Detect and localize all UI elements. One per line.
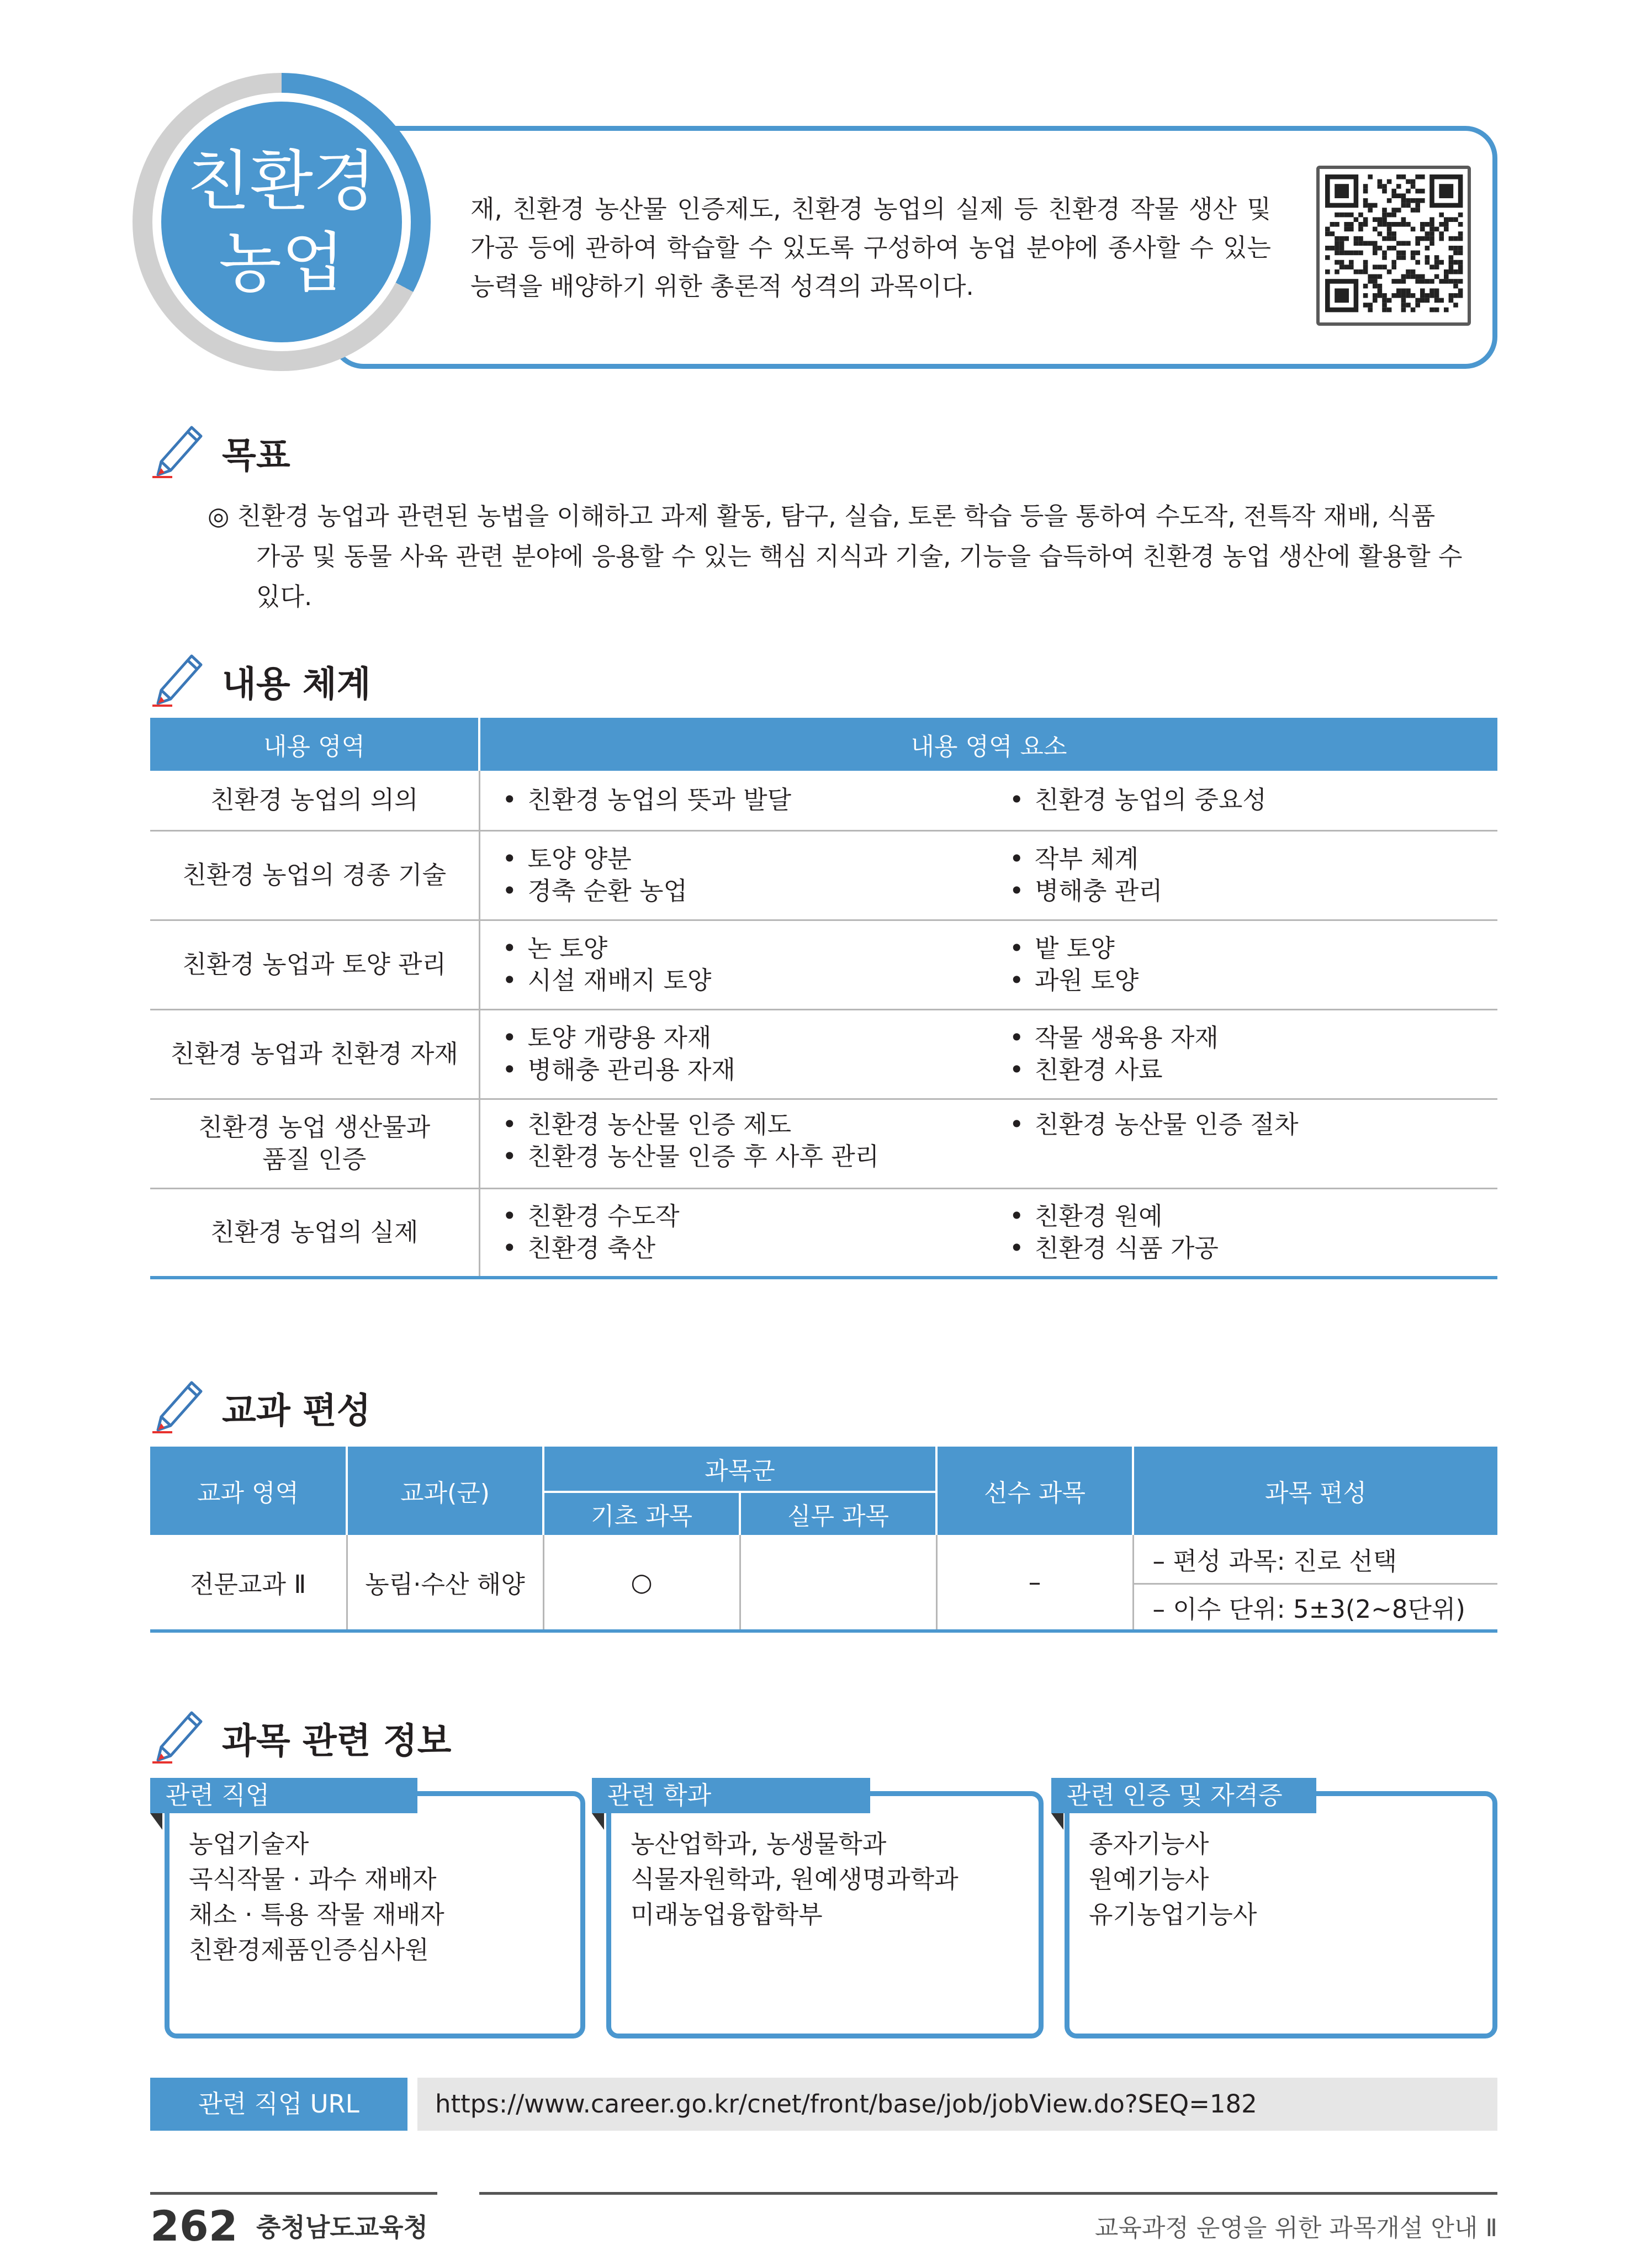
- list-item: • 과원 토양: [1009, 965, 1497, 997]
- cell-area: [150, 830, 479, 920]
- footer-guide-title: 교육과정 운영을 위한 과목개설 안내 Ⅱ: [1094, 2214, 1497, 2242]
- section-title-curriculum: 교과 편성: [222, 1391, 371, 1432]
- list-item: 원예기능사: [1089, 1865, 1209, 1894]
- page-number: 262: [150, 2201, 238, 2251]
- list-item: • 병해충 관리용 자재: [502, 1054, 987, 1086]
- list-item: • 친환경 농산물 인증 후 사후 관리: [502, 1141, 987, 1173]
- area-text: 친환경 농업과 친환경 자재: [170, 1039, 458, 1068]
- list-item: • 친환경 사료: [1009, 1054, 1497, 1086]
- table-row: [150, 771, 1497, 830]
- pencil-icon: [150, 417, 205, 478]
- col-header-format: 과목 편성: [1133, 1447, 1497, 1535]
- section-title-content: 내용 체계: [222, 664, 371, 705]
- cell-subject: 농림·수산 해양: [347, 1535, 543, 1631]
- cell-practical: [740, 1535, 936, 1631]
- col-header-subject: 교과(군): [347, 1447, 543, 1535]
- area-text: 친환경 농업의 경종 기술: [182, 860, 447, 889]
- goal-line2: 가공 및 동물 사육 관련 분야에 응용할 수 있는 핵심 지식과 기술, 기능을 습득하여 친환경 농업 생산에 활용할 수 있다.: [256, 542, 1463, 611]
- list-item: • 친환경 수도작: [502, 1200, 987, 1232]
- col-header-area: 교과 영역: [150, 1447, 347, 1535]
- list-item: • 친환경 농업의 뜻과 발달: [502, 784, 987, 816]
- footer-divider: [479, 2192, 1497, 2195]
- col-header-area: 내용 영역: [150, 718, 479, 771]
- footer-divider: [150, 2192, 437, 2195]
- list-item: 채소 · 특용 작물 재배자: [189, 1900, 444, 1929]
- job-url-link[interactable]: https://www.career.go.kr/cnet/front/base/job/jobView.do?SEQ=182: [417, 2078, 1497, 2131]
- list-item: • 작부 체계: [1009, 843, 1497, 875]
- list-item: • 친환경 농산물 인증 절차: [1009, 1109, 1497, 1141]
- cell-elements-right: [987, 830, 1497, 920]
- list-item: • 경축 순환 농업: [502, 875, 987, 907]
- subject-title-line2: 농업: [219, 225, 345, 301]
- list-item: • 병해충 관리: [1009, 875, 1497, 907]
- cell-elements-left: [479, 830, 987, 920]
- list-item: • 논 토양: [502, 933, 987, 965]
- list-item: 친환경제품인증심사원: [189, 1935, 429, 1965]
- area-text: 친환경 농업의 실제: [210, 1217, 419, 1247]
- pencil-icon: [150, 1373, 205, 1433]
- list-item: 유기농업기능사: [1089, 1900, 1257, 1929]
- tab-fold: [150, 1813, 162, 1830]
- list-item: • 작물 생육용 자재: [1009, 1022, 1497, 1054]
- cell-prereq: –: [936, 1535, 1133, 1631]
- section-title-info: 과목 관련 정보: [222, 1721, 452, 1762]
- pencil-icon: [150, 1703, 205, 1764]
- table-row: [150, 830, 1497, 920]
- section-info-heading: [150, 1703, 452, 1764]
- area-text: 친환경 농업과 토양 관리: [182, 950, 447, 979]
- subject-badge: [161, 102, 402, 342]
- related-depts-list: [631, 1826, 959, 1932]
- cell-elements-left: [479, 771, 987, 830]
- list-item: • 친환경 식품 가공: [1009, 1232, 1497, 1264]
- cell-elements-right: [987, 1009, 1497, 1099]
- tab-fold: [592, 1813, 604, 1830]
- cell-format-1: – 편성 과목: 진로 선택: [1133, 1535, 1497, 1584]
- list-item: 종자기능사: [1089, 1829, 1209, 1858]
- col-header-group: 과목군: [543, 1447, 936, 1492]
- list-item: 농산업학과, 농생물학과: [631, 1829, 887, 1858]
- cell-elements-left: [479, 1188, 987, 1278]
- tab-fold: [1051, 1813, 1063, 1830]
- section-content-heading: [150, 646, 371, 707]
- list-item: • 토양 개량용 자재: [502, 1022, 987, 1054]
- cell-format-2: – 이수 단위: 5±3(2~8단위): [1152, 1594, 1465, 1624]
- area-text: 친환경 농업의 의의: [210, 785, 419, 815]
- cell-elements-right: [987, 1099, 1497, 1188]
- list-item: 식물자원학과, 원예생명과학과: [631, 1865, 959, 1894]
- footer-org: 충청남도교육청: [256, 2212, 428, 2242]
- related-jobs-list: [189, 1826, 444, 1968]
- qr-code-icon[interactable]: [1316, 166, 1471, 326]
- list-item: • 친환경 원예: [1009, 1200, 1497, 1232]
- list-item: 농업기술자: [189, 1829, 309, 1858]
- list-item: • 밭 토양: [1009, 933, 1497, 965]
- list-item: • 시설 재배지 토양: [502, 965, 987, 997]
- cell-area: [150, 1099, 479, 1188]
- subject-description: 재, 친환경 농산물 인증제도, 친환경 농업의 실제 등 친환경 작물 생산 및 가공 등에 관하여 학습할 수 있도록 구성하여 농업 분야에 종사할 수 있는 능력을 배양하기 위한 총론적 성격의 과목이다.: [470, 194, 1271, 301]
- col-header-prereq: 선수 과목: [936, 1447, 1133, 1535]
- area-text: 친환경 농업 생산물과: [198, 1113, 431, 1142]
- content-table: [150, 718, 1497, 1279]
- table-row: [150, 1009, 1497, 1099]
- related-jobs-label: 관련 직업: [150, 1778, 417, 1813]
- goal-line1: ◎ 친환경 농업과 관련된 농법을 이해하고 과제 활동, 탐구, 실습, 토론 학습 등을 통하여 수도작, 전특작 재배, 식품: [208, 501, 1436, 531]
- cell-elements-right: [987, 920, 1497, 1009]
- cell-elements-left: [479, 1009, 987, 1099]
- related-depts-label: 관련 학과: [592, 1778, 870, 1813]
- goal-text: [208, 496, 1472, 617]
- related-certs-label: 관련 인증 및 자격증: [1051, 1778, 1316, 1813]
- cell-area: [150, 1009, 479, 1099]
- list-item: • 친환경 농산물 인증 제도: [502, 1109, 987, 1141]
- list-item: • 토양 양분: [502, 843, 987, 875]
- curriculum-table: [150, 1447, 1497, 1633]
- cell-elements-left: [479, 1099, 987, 1188]
- cell-elements-right: [987, 1188, 1497, 1278]
- cell-area: [150, 920, 479, 1009]
- cell-area: [150, 771, 479, 830]
- subject-title-line1: 친환경: [187, 143, 376, 219]
- col-header-basic: 기초 과목: [543, 1492, 740, 1535]
- list-item: 미래농업융합학부: [631, 1900, 823, 1929]
- area-text: 품질 인증: [262, 1145, 367, 1174]
- cell-basic: ○: [543, 1535, 740, 1631]
- col-header-elements: 내용 영역 요소: [479, 718, 1497, 771]
- cell-area: [150, 1188, 479, 1278]
- list-item: • 친환경 축산: [502, 1232, 987, 1264]
- list-item: 곡식작물 · 과수 재배자: [189, 1865, 437, 1894]
- col-header-practical: 실무 과목: [740, 1492, 936, 1535]
- cell-elements-right: [987, 771, 1497, 830]
- list-item: • 친환경 농업의 중요성: [1009, 784, 1497, 816]
- cell-elements-left: [479, 920, 987, 1009]
- job-url-label: 관련 직업 URL: [150, 2078, 407, 2131]
- pencil-icon: [150, 646, 205, 707]
- section-curriculum-heading: [150, 1373, 371, 1433]
- table-row: [150, 1099, 1497, 1188]
- table-row: [150, 920, 1497, 1009]
- section-title-goal: 목표: [222, 436, 290, 476]
- cell-area: 전문교과 Ⅱ: [150, 1535, 347, 1631]
- table-row: [150, 1188, 1497, 1278]
- related-certs-list: [1089, 1826, 1257, 1932]
- section-goal-heading: [150, 417, 290, 478]
